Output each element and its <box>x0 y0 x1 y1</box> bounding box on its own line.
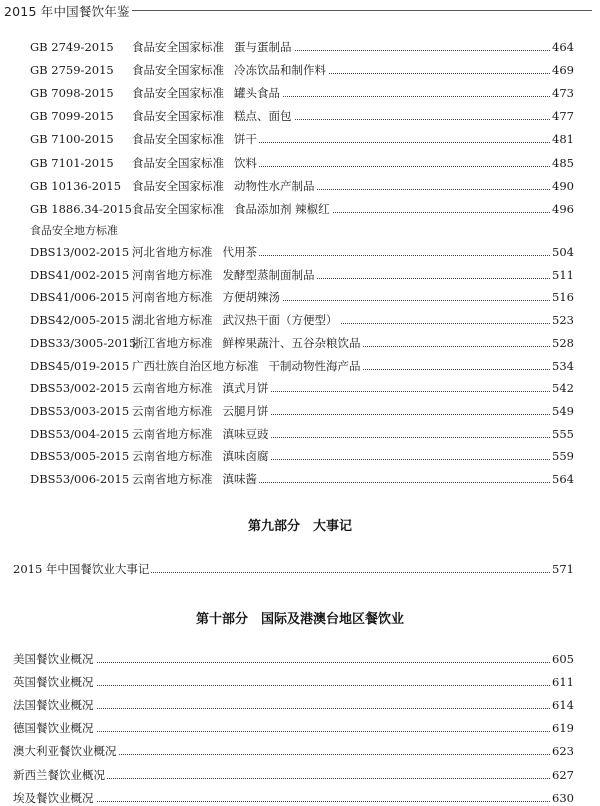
standard-category: 食品安全国家标准 <box>132 63 224 78</box>
header-title: 2015 年中国餐饮年鉴 <box>4 4 130 19</box>
standard-category: 云南省地方标准 <box>132 472 213 486</box>
entry-title: 动物性水产制品 <box>234 178 315 193</box>
page-number: 473 <box>552 86 574 101</box>
standard-category: 云南省地方标准 <box>132 449 213 464</box>
page-number: 542 <box>552 381 574 396</box>
toc-row <box>13 561 574 577</box>
dot-leader <box>223 414 557 415</box>
entry-title: 滇味卤腐 <box>222 449 269 464</box>
dot-leader <box>234 96 556 97</box>
section-10-heading: 第十部分 国际及港澳台地区餐饮业 <box>195 612 404 627</box>
entry-title: 英国餐饮业概况 <box>13 675 94 690</box>
page-number: 630 <box>552 790 574 805</box>
standard-code: DBS13/002-2015 <box>30 245 130 259</box>
toc-row <box>13 674 574 690</box>
dot-leader <box>223 459 557 460</box>
toc-row <box>30 289 574 305</box>
standard-code: GB 7100-2015 <box>30 132 114 147</box>
standard-category: 食品安全国家标准 <box>132 40 224 54</box>
toc-row <box>30 426 574 442</box>
entry-title: 鲜榨果蔬汁、五谷杂粮饮品 <box>222 335 361 350</box>
entry-title: 德国餐饮业概况 <box>13 721 94 736</box>
entry-title: 滇式月饼 <box>222 381 269 396</box>
page-number: 611 <box>552 675 574 690</box>
page-number: 564 <box>552 472 574 486</box>
standard-code: DBS42/005-2015 <box>30 313 130 328</box>
standard-category: 食品安全国家标准 <box>132 155 224 170</box>
toc-row <box>30 244 574 260</box>
entry-title: 发酵型蒸制面制品 <box>222 267 315 282</box>
toc-row <box>30 178 574 194</box>
page-number: 477 <box>552 109 574 124</box>
standard-category: 河南省地方标准 <box>132 290 213 305</box>
toc-row <box>30 358 574 374</box>
page-number: 571 <box>552 562 574 576</box>
standard-category: 食品安全国家标准 <box>132 201 224 216</box>
entry-title: 代用茶 <box>222 245 257 259</box>
entry-title: 新西兰餐饮业概况 <box>13 767 105 782</box>
standard-code: GB 10136-2015 <box>30 178 122 193</box>
standard-category: 湖北省地方标准 <box>132 313 213 328</box>
dot-leader <box>223 437 557 438</box>
page-number: 511 <box>552 267 574 282</box>
section-9-heading: 第九部分 大事记 <box>247 519 352 534</box>
standard-category: 河北省地方标准 <box>132 245 213 259</box>
dot-leader <box>223 482 557 483</box>
toc-row <box>13 697 574 713</box>
standard-code: DBS53/002-2015 <box>30 381 130 396</box>
toc-row <box>30 201 574 217</box>
entry-title: 武汉热干面（方便型） <box>222 313 338 328</box>
toc-row <box>30 39 574 55</box>
toc-row <box>30 155 574 171</box>
standard-category: 食品安全国家标准 <box>132 178 224 193</box>
page-number: 619 <box>552 721 574 736</box>
page-number: 549 <box>552 403 574 418</box>
toc-row <box>13 767 574 783</box>
standard-code: DBS53/006-2015 <box>30 472 130 486</box>
toc-row <box>30 448 574 464</box>
toc-row <box>30 267 574 283</box>
entry-title: 滇味豆豉 <box>222 426 269 441</box>
page-number: 614 <box>552 698 574 713</box>
page-number: 605 <box>552 652 574 666</box>
standard-code: DBS53/004-2015 <box>30 426 130 441</box>
toc-row <box>30 85 574 101</box>
standard-category: 食品安全国家标准 <box>132 132 224 147</box>
entry-title: 饼干 <box>234 132 257 147</box>
page-number: 523 <box>552 313 574 328</box>
standard-category: 云南省地方标准 <box>132 426 213 441</box>
toc-row <box>30 403 574 419</box>
standard-code: DBS53/005-2015 <box>30 449 130 464</box>
standard-category: 云南省地方标准 <box>132 403 213 418</box>
page-number: 485 <box>552 155 574 170</box>
local-standards-label: 食品安全地方标准 <box>30 224 118 237</box>
page-number: 504 <box>552 245 574 259</box>
dot-leader <box>223 255 557 256</box>
page-number: 464 <box>552 40 574 54</box>
standard-code: GB 2759-2015 <box>30 63 114 78</box>
entry-title: 食品添加剂 辣椒红 <box>234 201 330 216</box>
page-number: 469 <box>552 63 574 78</box>
page-number: 559 <box>552 449 574 464</box>
standard-code: DBS33/3005-2015 <box>30 335 137 350</box>
dot-leader <box>234 166 556 167</box>
page-number: 528 <box>552 335 574 350</box>
page-number: 534 <box>552 358 574 373</box>
toc-row <box>30 471 574 487</box>
toc-row <box>30 312 574 328</box>
page-number: 627 <box>552 767 574 782</box>
standard-code: GB 7101-2015 <box>30 155 114 170</box>
page-number: 481 <box>552 132 574 147</box>
entry-title: 云腿月饼 <box>222 403 269 418</box>
standard-category: 浙江省地方标准 <box>132 335 213 350</box>
standard-code: DBS41/002-2015 <box>30 267 130 282</box>
page-number: 490 <box>552 178 574 193</box>
entry-title: 澳大利亚餐饮业概况 <box>13 744 117 759</box>
toc-row <box>30 380 574 396</box>
entry-title: 冷冻饮品和制作料 <box>234 63 326 78</box>
entry-title: 滇味酱 <box>222 472 257 486</box>
toc-row <box>30 108 574 124</box>
standard-category: 河南省地方标准 <box>132 267 213 282</box>
entry-title: 2015 年中国餐饮业大事记 <box>13 562 150 576</box>
dot-leader <box>223 391 557 392</box>
standard-code: DBS45/019-2015 <box>30 358 130 373</box>
standard-code: DBS53/003-2015 <box>30 403 130 418</box>
toc-row <box>13 743 574 759</box>
toc-row <box>30 335 574 351</box>
entry-title: 罐头食品 <box>234 86 280 101</box>
entry-title: 饮料 <box>234 155 257 170</box>
entry-title: 埃及餐饮业概况 <box>13 790 94 805</box>
header-rule <box>132 10 592 11</box>
toc-row <box>13 720 574 736</box>
page-number: 555 <box>552 426 574 441</box>
page-number: 516 <box>552 290 574 305</box>
dot-leader <box>234 142 556 143</box>
entry-title: 美国餐饮业概况 <box>13 652 94 666</box>
standard-code: GB 2749-2015 <box>30 40 114 54</box>
standard-code: DBS41/006-2015 <box>30 290 130 305</box>
standard-category: 云南省地方标准 <box>132 381 213 396</box>
standard-category: 食品安全国家标准 <box>132 86 224 101</box>
toc-row <box>13 651 574 667</box>
standard-category: 食品安全国家标准 <box>132 109 224 124</box>
toc-row <box>30 131 574 147</box>
standard-category: 广西壮族自治区地方标准 <box>132 358 259 373</box>
entry-title: 蛋与蛋制品 <box>234 40 292 54</box>
entry-title: 方便胡辣汤 <box>222 290 280 305</box>
entry-title: 法国餐饮业概况 <box>13 698 94 713</box>
page-number: 623 <box>552 744 574 759</box>
standard-code: GB 7098-2015 <box>30 86 114 101</box>
page-number: 496 <box>552 201 574 216</box>
standard-code: GB 1886.34-2015 <box>30 201 133 216</box>
toc-row <box>30 62 574 78</box>
entry-title: 糕点、面包 <box>234 109 292 124</box>
running-header <box>0 0 600 20</box>
standard-code: GB 7099-2015 <box>30 109 114 124</box>
toc-row <box>13 790 574 806</box>
entry-title: 干制动物性海产品 <box>268 358 361 373</box>
